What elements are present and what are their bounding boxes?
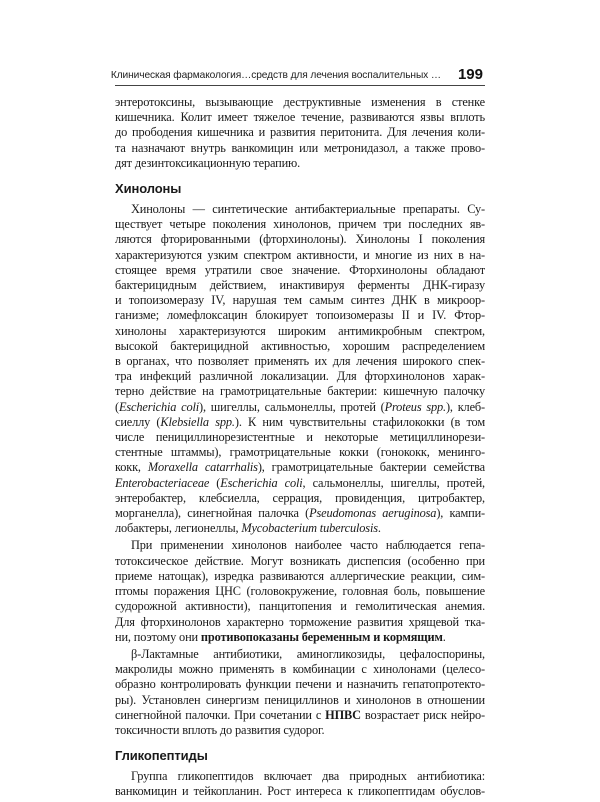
text-line: характеризуются узким спектром активности, и многие из них в на-: [115, 247, 485, 262]
text-line: бактерицидным действием, инактивируя ферменты ДНК-гиразу: [115, 278, 485, 293]
text-line: токсичности вплоть до развития судорог.: [115, 722, 325, 737]
drug-class-emphasis: НПВС: [325, 707, 361, 722]
text-line: стоящее время утратили свое значение. Фторхинолоны обладают: [115, 262, 485, 277]
text-line: образно контролировать функции печени и назначить гепатопротекто-: [115, 677, 485, 692]
latin-name: Enterobacteriaceae: [115, 475, 210, 490]
running-header: [110, 58, 485, 86]
text-line: энтеробактер, клебсиелла, серрация, провиденция, цитробактер,: [115, 490, 485, 505]
running-header-title: Клиническая фармакология…средств для лечения воспалительных …: [110, 70, 441, 81]
latin-name: Escherichia coli: [118, 399, 200, 414]
text-line: стентные штаммы), грамотрицательные кокки (гонококк, менинго-: [115, 445, 485, 460]
text-line: сиеллу (Klebsiella spp.). К ним чувствительны стафилококки (в том: [115, 414, 485, 429]
text-line: до прободения кишечника и развития перитонита. Для лечения коли-: [115, 125, 485, 140]
page-number: 199: [457, 66, 483, 83]
text-line: тра инфекций различной локализации. Для фторхинолонов харак-: [115, 369, 485, 384]
latin-name: Proteus spp.: [384, 399, 446, 414]
latin-name: Klebsiella spp.: [160, 414, 235, 429]
latin-name: Moraxella catarrhalis: [147, 460, 258, 475]
text-line: числе пенициллинорезистентные и некоторые метициллинорези-: [115, 430, 485, 445]
text-line: кокк, Moraxella catarrhalis), грамотрицательные бактерии семейства: [115, 460, 486, 475]
text-line: ванкомицин и тейкопланин. Рост интереса к гликопептидам обуслов-: [115, 784, 485, 799]
intro-paragraph: [115, 95, 485, 171]
text-line: судорожной активности), панцитопения и гемолитическая анемия.: [115, 599, 485, 614]
section-heading-glycopeptides: Гликопептиды: [115, 748, 208, 764]
text-line: терно действие на грамотрицательные бактерии: кишечную палочку: [115, 384, 485, 399]
quinolones-paragraph-1: [115, 202, 485, 536]
header-rule: [115, 85, 485, 86]
quinolones-paragraph-3: [115, 647, 485, 738]
text-line: в органах, что позволяет применять их для лечения широкого спек-: [115, 354, 485, 369]
text-line: хинолоны характеризуются широким антимикробным спектром,: [115, 323, 485, 338]
latin-name: Escherichia coli: [220, 475, 303, 490]
text-line: лобактеры, легионеллы, Mycobacterium tuberculosis.: [115, 521, 381, 536]
text-line: Enterobacteriaceae (Escherichia coli, сальмонеллы, шигеллы, протей,: [115, 475, 485, 490]
text-line: высокой бактерицидной активностью, хорошим распределением: [115, 338, 485, 353]
text-line: энтеротоксины, вызывающие деструктивные изменения в стенке: [115, 95, 485, 109]
text-line: птомы поражения ЦНС (головокружение, головная боль, повышение: [115, 584, 485, 599]
text-line: та назначают внутрь ванкомицин или метронидазол, а также прово-: [115, 140, 485, 155]
text-line: ни, поэтому они противопоказаны беременным и кормящим.: [115, 629, 446, 644]
text-line: Для фторхинолонов характерно торможение развития хрящевой тка-: [115, 614, 485, 629]
text-line: (Escherichia coli), шигеллы, сальмонеллы, протей (Proteus spp.), клеб-: [115, 399, 485, 414]
text-line: ганизме; ломефлоксацин блокирует топоизомеразы II и IV. Фтор-: [115, 308, 485, 323]
text-line: и топоизомеразу IV, нарушая тем самым синтез ДНК в микроор-: [115, 293, 485, 308]
text-line: ществует четыре поколения хинолонов, причем три последних яв-: [115, 217, 485, 232]
text-line: ляются фторированными (фторхинолоны). Хинолоны I поколения: [115, 232, 485, 247]
text-line: Хинолоны — синтетические антибактериальные препараты. Су-: [131, 202, 485, 217]
text-line: Группа гликопептидов включает два природных антибиотика:: [131, 769, 485, 784]
latin-name: Mycobacterium tuberculosis: [241, 521, 378, 536]
latin-name: Pseudomonas aeruginosa: [309, 506, 437, 521]
glycopeptides-paragraph: [115, 769, 485, 799]
quinolones-paragraph-2: [115, 538, 485, 644]
text-line: дят дезинтоксикационную терапию.: [115, 155, 301, 170]
text-line: синегнойной палочки. При сочетании с НПВС возрастает риск нейро-: [115, 707, 486, 722]
text-line: макролиды можно применять в комбинации с хинолонами (целесо-: [115, 662, 485, 677]
section-heading-quinolones: Хинолоны: [115, 181, 182, 197]
warning-emphasis: противопоказаны беременным и кормящим: [200, 629, 443, 644]
text-line: морганелла), синегнойная палочка (Pseudomonas aeruginosa), кампи-: [115, 506, 486, 521]
text-line: При применении хинолонов наиболее часто наблюдается гепа-: [131, 538, 485, 553]
text-line: приеме натощак), изредка развиваются аллергические реакции, сим-: [115, 568, 485, 583]
text-line: кишечника. Колит имеет тяжелое течение, развиваются язвы вплоть: [115, 110, 485, 125]
text-line: тотоксическое действие. Могут возникать диспепсия (особенно при: [115, 553, 485, 568]
text-line: β-Лактамные антибиотики, аминогликозиды, цефалоспорины,: [131, 646, 485, 661]
page-body: [115, 95, 485, 802]
text-line: ры). Установлен синергизм пенициллинов и хинолонов в отношении: [115, 692, 485, 707]
